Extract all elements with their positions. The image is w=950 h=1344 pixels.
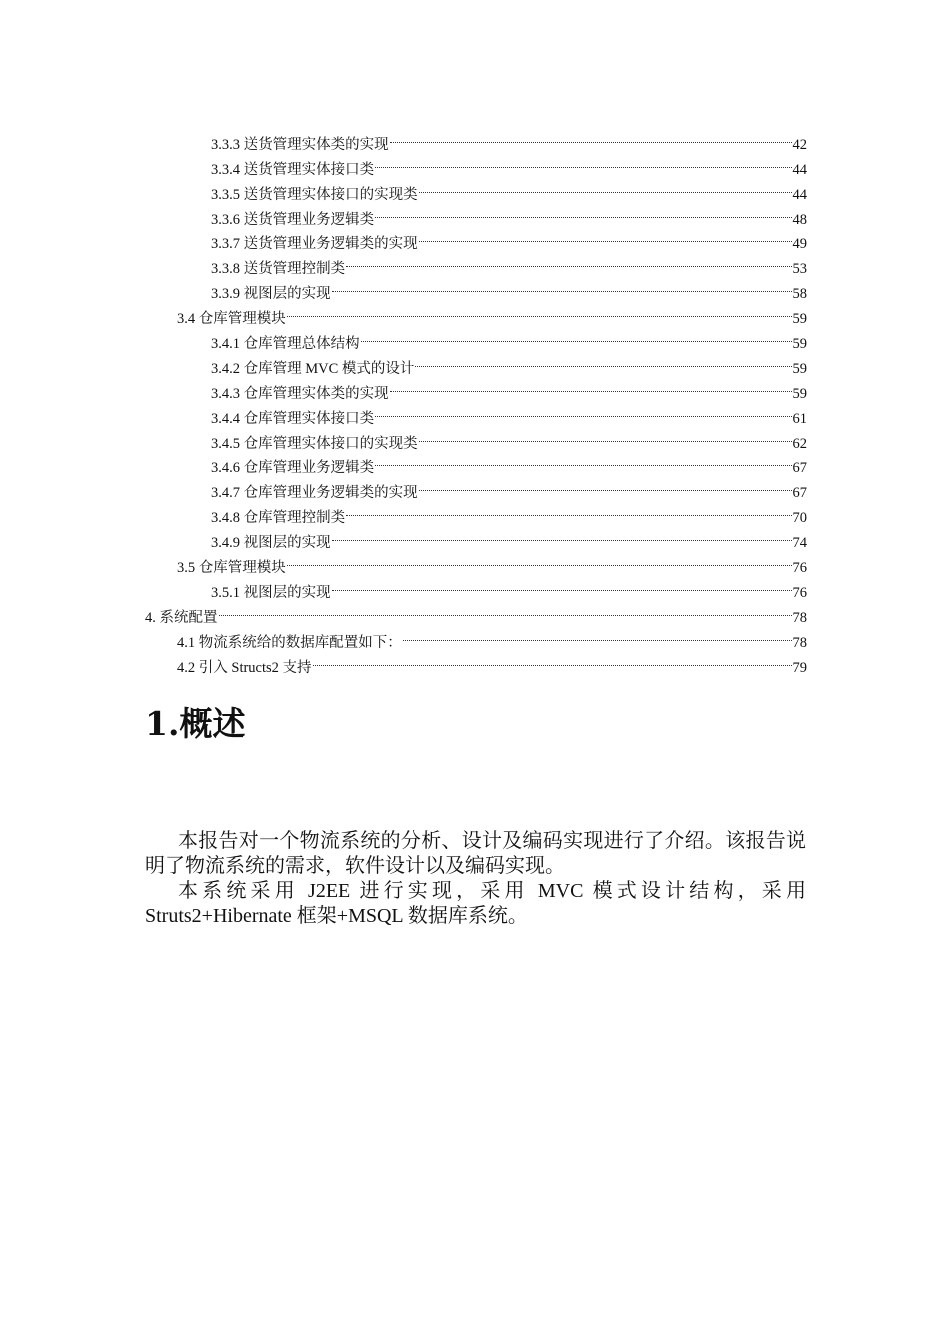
table-of-contents [145,124,807,676]
toc-dot-leader [415,348,791,373]
toc-entry-page-number: 78 [792,634,807,651]
toc-entry-page-number: 70 [792,510,807,527]
toc-entry-title: 3.4.3 仓库管理实体类的实现 [211,385,389,402]
toc-entry[interactable] [145,124,807,153]
toc-entry-title: 3.5 仓库管理模块 [177,560,286,577]
toc-entry-title: 4.2 引入 Structs2 支持 [177,659,312,676]
body-paragraph-1: 本报告对一个物流系统的分析、设计及编码实现进行了介绍。该报告说明了物流系统的需求，软件设计以及编码实现。 [145,830,806,877]
toc-entry-title: 3.4.7 仓库管理业务逻辑类的实现 [211,485,418,502]
toc-entry-title: 3.4.8 仓库管理控制类 [211,510,346,527]
toc-dot-leader [287,547,792,572]
toc-dot-leader [375,398,791,423]
toc-entry-page-number: 79 [792,659,807,676]
toc-dot-leader [313,647,792,672]
toc-entry-page-number: 76 [792,584,807,601]
toc-dot-leader [332,572,792,597]
toc-entry-page-number: 44 [792,186,807,203]
toc-entry-title: 3.3.8 送货管理控制类 [211,261,346,278]
toc-entry-title: 3.4.9 视图层的实现 [211,535,331,552]
toc-entry-page-number: 53 [792,261,807,278]
toc-dot-leader [346,248,791,273]
toc-entry-title: 3.3.4 送货管理实体接口类 [211,161,375,178]
toc-entry-title: 3.4 仓库管理模块 [177,311,286,328]
toc-entry-title: 3.3.3 送货管理实体类的实现 [211,136,389,153]
toc-entry-title: 4.1 物流系统给的数据库配置如下： [177,634,402,651]
toc-entry-page-number: 59 [792,360,807,377]
toc-entry-page-number: 76 [792,560,807,577]
toc-entry-title: 4. 系统配置 [145,609,218,626]
toc-dot-leader [375,149,791,174]
toc-entry-page-number: 49 [792,236,807,253]
toc-entry-title: 3.4.6 仓库管理业务逻辑类 [211,460,375,477]
section-body [145,829,806,929]
toc-dot-leader [219,597,792,622]
toc-entry-page-number: 42 [792,136,807,153]
toc-entry-title: 3.3.5 送货管理实体接口的实现类 [211,186,418,203]
toc-entry-title: 3.4.2 仓库管理 MVC 模式的设计 [211,360,415,377]
toc-entry-page-number: 59 [792,311,807,328]
toc-entry-title: 3.3.9 视图层的实现 [211,286,331,303]
section-heading: 1.概述 [145,704,246,743]
toc-dot-leader [346,497,791,522]
toc-entry[interactable] [145,622,807,651]
toc-entry-title: 3.4.5 仓库管理实体接口的实现类 [211,435,418,452]
toc-dot-leader [375,199,791,224]
toc-dot-leader [419,224,792,249]
toc-dot-leader [403,622,792,647]
toc-entry-page-number: 62 [792,435,807,452]
toc-entry-page-number: 67 [792,485,807,502]
toc-entry[interactable] [145,597,807,626]
toc-dot-leader [287,298,792,323]
toc-dot-leader [375,448,791,473]
toc-dot-leader [361,323,792,348]
toc-entry-title: 3.3.6 送货管理业务逻辑类 [211,211,375,228]
toc-entry-title: 3.4.1 仓库管理总体结构 [211,336,360,353]
toc-entry-page-number: 48 [792,211,807,228]
toc-entry-title: 3.4.4 仓库管理实体接口类 [211,410,375,427]
toc-entry-title: 3.3.7 送货管理业务逻辑类的实现 [211,236,418,253]
toc-dot-leader [390,373,792,398]
toc-entry-page-number: 59 [792,385,807,402]
toc-dot-leader [332,522,792,547]
toc-dot-leader [390,124,792,149]
toc-entry-page-number: 44 [792,161,807,178]
toc-entry-page-number: 58 [792,286,807,303]
toc-entry-page-number: 61 [792,410,807,427]
toc-dot-leader [419,174,792,199]
toc-entry-page-number: 67 [792,460,807,477]
body-paragraph-2: 本系统采用 J2EE 进行实现，采用 MVC 模式设计结构，采用 Struts2+Hibernate 框架+MSQL 数据库系统。 [145,880,806,927]
toc-entry-page-number: 59 [792,336,807,353]
toc-entry-page-number: 78 [792,609,807,626]
toc-entry-page-number: 74 [792,535,807,552]
toc-dot-leader [419,423,792,448]
toc-entry-title: 3.5.1 视图层的实现 [211,584,331,601]
toc-dot-leader [419,472,792,497]
toc-dot-leader [332,273,792,298]
